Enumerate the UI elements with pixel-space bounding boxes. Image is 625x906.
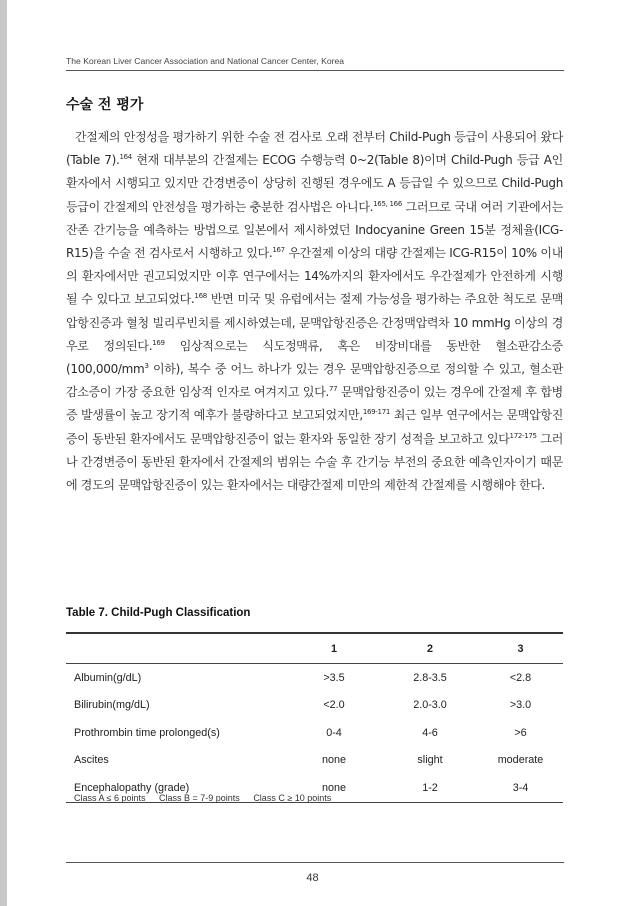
table-cell: Encephalopathy (grade) xyxy=(66,774,286,802)
table-row xyxy=(66,747,563,775)
text-segment: 간절제의 안정성을 평가하기 위한 수술 전 검사로 오래 전부터 Child-Pugh 등급이 사용되어 왔다(Table 7). xyxy=(66,130,563,168)
table-cell: >3.5 xyxy=(323,671,345,684)
table-cell: 2.8-3.5 xyxy=(413,671,447,684)
citation-ref: 168 xyxy=(194,292,207,301)
table-row xyxy=(66,719,563,747)
page-number: 48 xyxy=(306,872,319,884)
table-header-cell: 3 xyxy=(478,633,563,664)
table-cell: >6 xyxy=(514,726,527,739)
footnote-class-c: Class C ≥ 10 points xyxy=(253,793,332,803)
footnote-class-a: Class A ≤ 6 points xyxy=(74,793,146,803)
text-segment: 반면 미국 및 유럽에서는 절제 가능성을 평가하는 주요한 척도로 문맥압항진증과 혈청 빌리루빈치를 제시하였는데, 문맥압항진증은 간정맥압력차 10 mmHg 이상의 경우로 정의된다. xyxy=(66,292,563,353)
table-cell: Ascites xyxy=(74,754,109,767)
table-header-cell: 1 xyxy=(286,633,382,664)
citation-ref: 165, 166 xyxy=(373,199,402,208)
text-segment: 그러나 간경변증이 동반된 환자에서 간절제의 범위는 수술 후 간기능 부전의 중요한 예측인자이기 때문에 경도의 문맥압항진증이 있는 환자에서는 대량간절제 미만의 제한적 간절제를 시행해야 한다. xyxy=(66,431,563,493)
table-cell: Bilirubin(mg/dL) xyxy=(74,699,150,712)
table-cell: <2.8 xyxy=(509,671,532,684)
text-segment: 임상적으로는 식도정맥류, 혹은 비장비대를 동반한 혈소판감소증(100,000/mm xyxy=(66,338,563,377)
table-row xyxy=(66,664,563,692)
table-footnote xyxy=(74,793,342,803)
citation-ref: 77 xyxy=(329,385,338,394)
citation-ref: 169-171 xyxy=(362,408,391,417)
citation-ref: 169 xyxy=(152,338,165,347)
footer-divider xyxy=(66,862,564,863)
table-cell: 0-4 xyxy=(326,726,342,739)
table-cell: Prothrombin time prolonged(s) xyxy=(74,726,220,739)
table-cell: >3.0 xyxy=(509,699,532,712)
table-title: Table 7. Child-Pugh Classification xyxy=(66,607,251,619)
page-edge-bar xyxy=(0,0,7,906)
footnote-class-b: Class B = 7-9 points xyxy=(159,793,240,803)
running-header: The Korean Liver Cancer Association and National Cancer Center, Korea xyxy=(66,56,345,66)
table-header-cell xyxy=(66,633,286,664)
text-segment: 현재 대부분의 간절제는 ECOG 수행능력 0~2(Table 8)이며 Child-Pugh 등급 A인 환자에서 시행되고 있지만 간경변증이 상당히 진행된 경우에도 A 등급일 수 있으므로 Child-Pugh 등급이 간절제의 안전성을 평가하는 충분한 검사법은 아니다. xyxy=(66,153,563,214)
table-header-row xyxy=(66,633,563,664)
child-pugh-table xyxy=(66,632,563,803)
body-text xyxy=(66,126,563,497)
header-divider xyxy=(66,70,564,71)
table-cell: moderate xyxy=(497,754,544,767)
section-title: 수술 전 평가 xyxy=(66,97,144,113)
table-cell: none xyxy=(286,774,382,802)
text-segment: 그러므로 국내 여러 기관에서는 잔존 간기능을 예측하는 방법으로 일본에서 제시하였던 Indocyanine Green 15분 정체율(ICG-R15)을 수술 전 검사로서 시행하고 있다. xyxy=(66,199,564,261)
table-row xyxy=(66,692,563,720)
text-segment: 이하), 복수 중 어느 하나가 있는 경우 문맥압항진증으로 정의할 수 있고, 혈소판 감소증이 가장 중요한 임상적 인자로 여겨지고 있다. xyxy=(66,362,563,400)
table-cell: 2.0-3.0 xyxy=(413,699,447,712)
table-header-cell: 2 xyxy=(382,633,478,664)
table-cell: 1-2 xyxy=(382,774,478,802)
table-cell: 4-6 xyxy=(422,726,438,739)
table-cell: Albumin(g/dL) xyxy=(74,671,142,684)
citation-ref: 3 xyxy=(144,362,149,371)
text-segment: 최근 일부 연구에서는 문맥압항진증이 동반된 환자에서도 문맥압항진증이 없는 환자와 동일한 장기 성적을 보고하고 있다 xyxy=(66,408,563,446)
citation-ref: 172-175 xyxy=(509,431,537,440)
text-segment: 우간절제 이상의 대량 간절제는 ICG-R15이 10% 이내의 환자에서만 권고되었지만 이후 연구에서는 14%까지의 환자에서도 우간절제가 안전하게 시행될 수 있다고 보고되었다. xyxy=(66,246,564,307)
body-paragraph xyxy=(66,126,563,497)
table-cell: slight xyxy=(417,754,443,767)
text-segment: 문맥압항진증이 있는 경우에 간절제 후 합병증 발생률이 높고 장기적 예후가 불량하다고 보고되었지만, xyxy=(66,385,563,423)
citation-ref: 164 xyxy=(119,153,132,162)
citation-ref: 167 xyxy=(272,246,285,255)
table-cell: 3-4 xyxy=(478,774,563,802)
table-cell: none xyxy=(321,754,347,767)
table-cell: <2.0 xyxy=(323,699,345,712)
